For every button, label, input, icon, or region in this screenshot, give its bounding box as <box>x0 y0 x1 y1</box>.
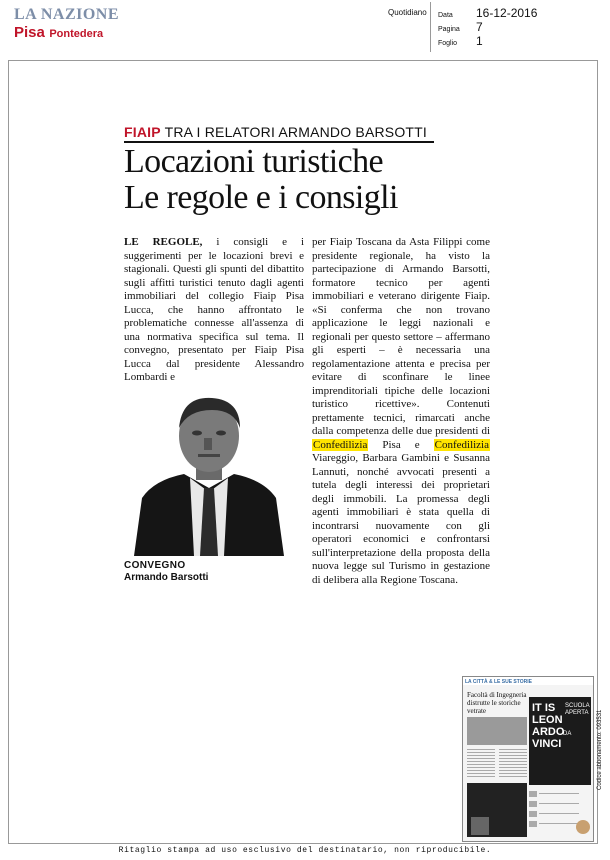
thumbnail-text-lines <box>467 717 527 837</box>
meta-label: Pagina <box>438 26 460 33</box>
column-2-text-a: per Fiaip Toscana da Asta Filippi come presidente regionale, ha visto la partecipazione di Armando Barsotti, formatore tecnico per agenti immobiliari e veterano dirigente Fiaip. «Si conferma che non trovano applicazione le leggi nazionali e regionali per questo settore – affermano gli esperti – è necessaria una regolamentazione attenta e precisa per evitare di sconfinare le linee imprenditoriali tipiche delle locazioni turistico ricettive». Contenuti prettamente tecnici, rimarcati anche dalla competenza delle due presidenti di <box>312 236 490 437</box>
article-kicker <box>124 124 427 140</box>
publication-name: LA NAZIONE <box>14 6 120 23</box>
headline-line-2: Le regole e i consigli <box>124 179 398 216</box>
ad-line-2: LEON <box>532 714 563 726</box>
photo-caption <box>124 560 208 584</box>
meta-row-sheet <box>438 34 598 48</box>
ad-line-5: VINCI <box>532 738 562 750</box>
thumbnail-headline: Facoltà di Ingegneria distrutte le storiche vetrate <box>467 691 527 715</box>
headline-line-1: Locazioni turistiche <box>124 143 383 180</box>
caption-name: Armando Barsotti <box>124 572 209 583</box>
meta-value: 1 <box>476 34 483 48</box>
caption-title: CONVEGNO <box>124 560 186 571</box>
portrait-photo <box>124 388 294 556</box>
highlight-confedilizia: Confedilizia <box>313 438 368 451</box>
header-divider <box>430 2 431 52</box>
edition-name: Pisa <box>14 24 45 41</box>
publication-masthead <box>14 6 119 42</box>
thumbnail-section: LA CITTÀ & LE SUE STORIE <box>465 679 532 685</box>
article-lead: LE REGOLE, <box>124 236 203 248</box>
column-2-text-b: Pisa e <box>368 438 434 451</box>
column-1-text: i consigli e i suggerimenti per le locazioni brevi e stagionali. Questi gli spunti del dibattito sugli affitti turistici tenuto dagli agenti immobiliari del collegio Fiaip Pisa Lucca, che hanno affrontato le problematiche connesse all'assenza di una normativa specifica sul tema. Il convegno, presentato per Fiaip Pisa Lucca dal presidente Alessandro Lombardi e <box>124 236 305 383</box>
ad-line-1: IT IS <box>532 702 556 714</box>
meta-value: 7 <box>476 20 483 34</box>
thumbnail-ad <box>529 697 591 785</box>
ad-school: SCUOLA APERTA <box>565 703 590 716</box>
publication-type: Quotidiano <box>388 8 427 17</box>
highlight-confedilizia: Confedilizia <box>434 438 489 451</box>
edition-sub: Pontedera <box>49 28 104 40</box>
meta-label: Data <box>438 12 453 19</box>
article-column-1 <box>124 236 304 385</box>
thumbnail-list <box>529 789 591 839</box>
article-headline <box>124 144 398 216</box>
subscription-code: Codice abbonamento: 093531 <box>597 709 603 790</box>
column-2-text-c: Viareggio, Barbara Gambini e Susanna Lannuti, nonché avvocati presenti a tutela degli interessi dei proprietari degli immobili. La promessa degli agenti immobiliari è stata quella di incontrarsi nuovamente con gli operatori economici e confrontarsi sull'interpretazione della proposta della nuova legge sul Turismo in gestazione di delibera alla Regione Toscana. <box>312 452 490 586</box>
clip-meta <box>438 6 598 48</box>
ad-line-3: ARDO <box>532 726 565 738</box>
footer-notice: Ritaglio stampa ad uso esclusivo del destinatario, non riproducibile. <box>118 846 492 855</box>
article-column-2 <box>312 236 490 587</box>
ad-line-4: DA <box>563 731 572 737</box>
kicker-text: TRA I RELATORI ARMANDO BARSOTTI <box>164 124 428 140</box>
meta-row-page <box>438 20 598 34</box>
meta-label: Foglio <box>438 40 458 47</box>
page-thumbnail <box>462 676 594 842</box>
meta-row-date <box>438 6 598 20</box>
meta-value: 16-12-2016 <box>476 6 538 20</box>
kicker-brand: FIAIP <box>124 124 161 140</box>
